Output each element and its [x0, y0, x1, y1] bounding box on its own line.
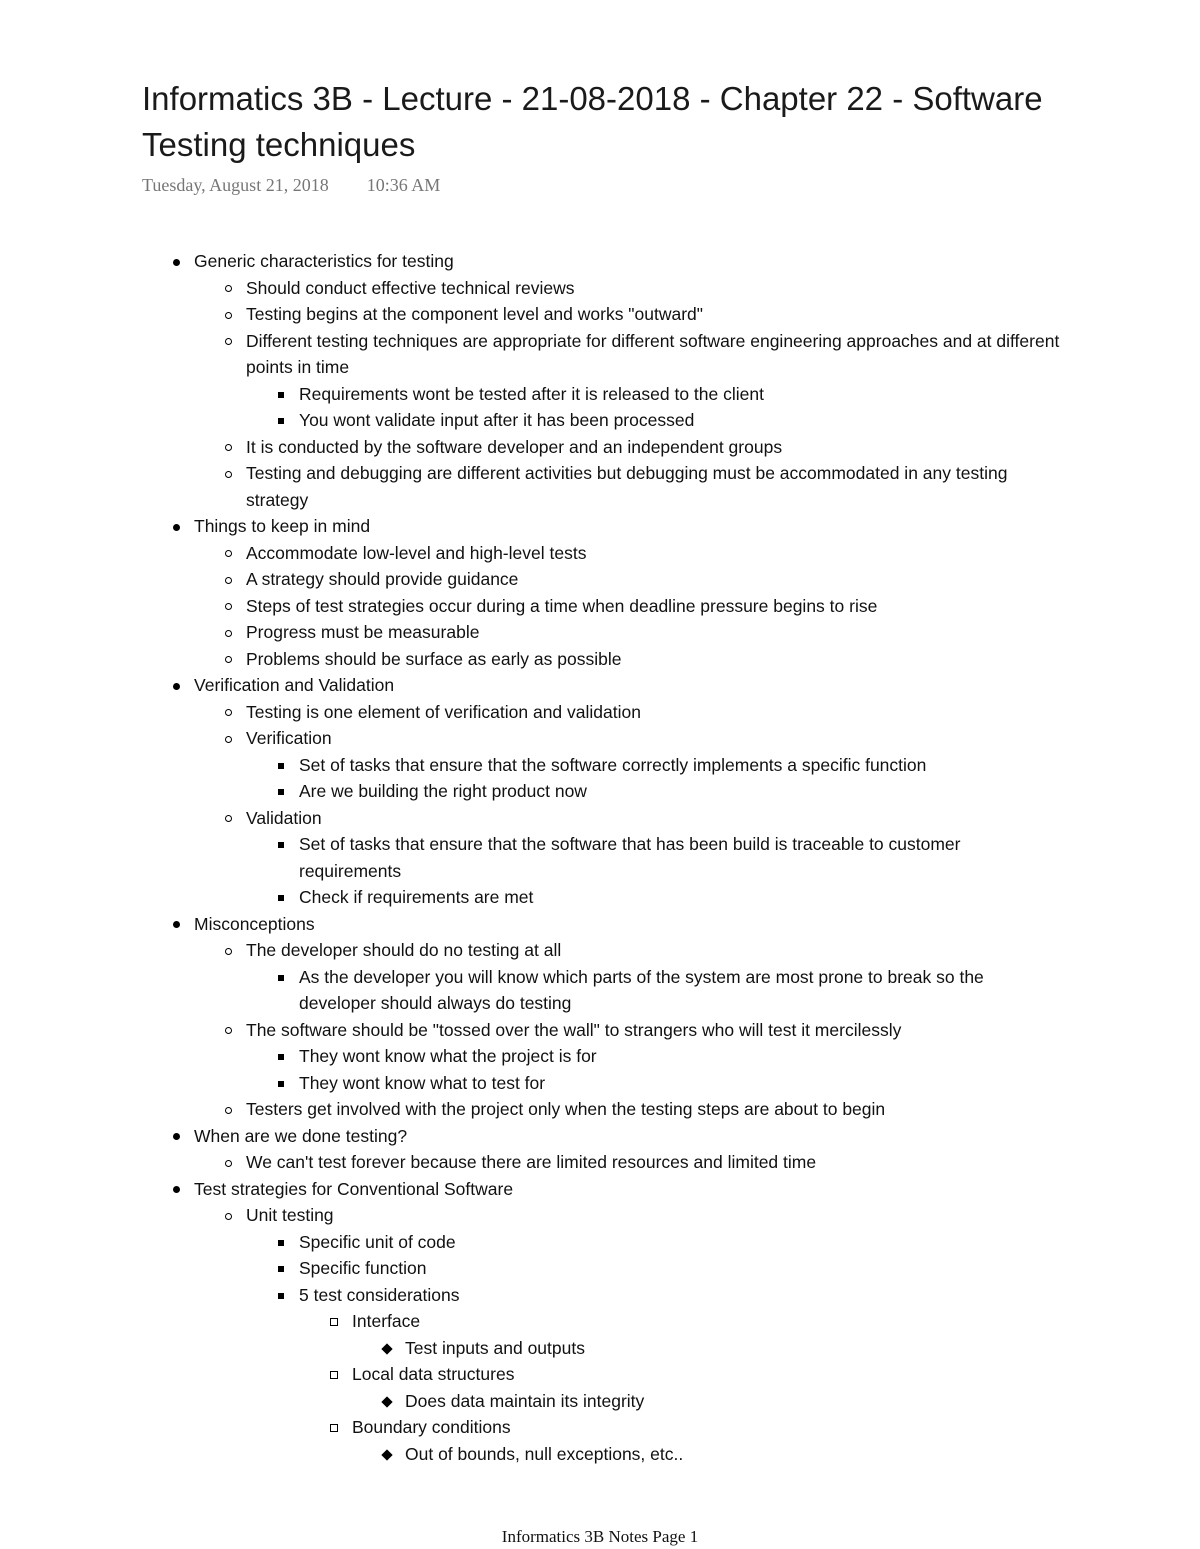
filled-square-bullet-icon	[278, 975, 284, 981]
outline-item-text: Progress must be measurable	[246, 622, 480, 642]
outline-item-text: Problems should be surface as early as possible	[246, 648, 622, 669]
bullet-marker	[271, 1043, 291, 1070]
bullet-marker	[377, 1441, 397, 1468]
outline-item-text: When are we done testing?	[194, 1125, 408, 1146]
outline-item-text: Set of tasks that ensure that the software correctly implements a specific function	[299, 754, 927, 775]
bullet-marker	[218, 805, 238, 832]
hollow-circle-bullet-icon	[225, 338, 232, 345]
outline-item-level-3	[142, 381, 1062, 408]
bullet-marker	[218, 460, 238, 487]
outline-item-text: Test strategies for Conventional Software	[194, 1178, 514, 1199]
bullet-marker	[218, 1149, 238, 1176]
filled-dot-bullet-icon	[173, 1133, 180, 1140]
bullet-marker	[218, 1202, 238, 1229]
outline-item-text: Out of bounds, null exceptions, etc..	[405, 1443, 684, 1464]
hollow-square-bullet-icon	[330, 1371, 338, 1379]
hollow-circle-bullet-icon	[225, 471, 232, 478]
outline-item-level-1	[142, 1176, 1062, 1203]
page-footer: Informatics 3B Notes Page 1	[501, 1527, 699, 1546]
bullet-marker	[218, 275, 238, 302]
bullet-marker	[271, 1255, 291, 1282]
outline-item-level-5	[142, 1388, 1062, 1415]
outline-item-text: Unit testing	[246, 1205, 334, 1225]
outline-item-level-3	[142, 1282, 1062, 1309]
outline-item-level-4	[142, 1414, 1062, 1441]
outline-item-text: Generic characteristics for testing	[194, 251, 454, 271]
bullet-marker	[218, 619, 238, 646]
bullet-marker	[218, 540, 238, 567]
filled-square-bullet-icon	[278, 1293, 284, 1299]
outline-item-level-5	[142, 1441, 1062, 1468]
outline-item-level-1	[142, 1123, 1062, 1150]
filled-dot-bullet-icon	[173, 524, 180, 531]
hollow-circle-bullet-icon	[225, 1107, 232, 1114]
bullet-marker	[218, 1096, 238, 1123]
filled-square-bullet-icon	[278, 1266, 284, 1272]
bullet-marker	[271, 381, 291, 408]
filled-dot-bullet-icon	[173, 683, 180, 690]
outline-item-text: Testers get involved with the project only when the testing steps are about to begin	[246, 1099, 886, 1119]
hollow-circle-bullet-icon	[225, 285, 232, 292]
outline-item-level-2	[142, 646, 1062, 673]
diamond-bullet-icon	[381, 1343, 392, 1354]
outline-item-level-2	[142, 725, 1062, 752]
bullet-marker	[218, 937, 238, 964]
hollow-circle-bullet-icon	[225, 736, 232, 743]
outline-item-level-2	[142, 328, 1062, 381]
hollow-circle-bullet-icon	[225, 630, 232, 637]
outline-item-level-3	[142, 831, 1062, 884]
bullet-marker	[324, 1308, 344, 1335]
outline-item-level-2	[142, 540, 1062, 567]
outline-item-level-2	[142, 566, 1062, 593]
outline-item-text: Specific function	[299, 1258, 427, 1278]
outline-item-text: Specific unit of code	[299, 1231, 456, 1252]
outline-item-text: Should conduct effective technical reviews	[246, 277, 575, 298]
outline-item-text: Boundary conditions	[352, 1417, 511, 1437]
outline-item-level-2	[142, 1149, 1062, 1176]
bullet-marker	[271, 407, 291, 434]
bullet-marker	[166, 1176, 186, 1203]
outline-item-level-3	[142, 778, 1062, 805]
outline-list	[142, 248, 1062, 1467]
outline-item-text: As the developer you will know which parts of the system are most prone to break so the developer should always do testing	[299, 966, 984, 1013]
filled-square-bullet-icon	[278, 1240, 284, 1246]
hollow-circle-bullet-icon	[225, 577, 232, 584]
hollow-circle-bullet-icon	[225, 603, 232, 610]
hollow-circle-bullet-icon	[225, 444, 232, 451]
filled-square-bullet-icon	[278, 1081, 284, 1087]
bullet-marker	[377, 1335, 397, 1362]
diamond-bullet-icon	[381, 1396, 392, 1407]
outline-item-level-1	[142, 513, 1062, 540]
bullet-marker	[271, 884, 291, 911]
bullet-marker	[218, 699, 238, 726]
outline-item-text: Testing is one element of verification and validation	[246, 701, 641, 722]
outline-item-level-3	[142, 1229, 1062, 1256]
outline-item-text: Different testing techniques are appropriate for different software engineering approaches and at different points in time	[246, 330, 1060, 377]
outline-item-text: Does data maintain its integrity	[405, 1390, 645, 1411]
bullet-marker	[218, 434, 238, 461]
outline-item-level-2	[142, 434, 1062, 461]
outline-item-level-2	[142, 699, 1062, 726]
bullet-marker	[166, 1123, 186, 1150]
hollow-circle-bullet-icon	[225, 1027, 232, 1034]
bullet-marker	[218, 301, 238, 328]
diamond-bullet-icon	[381, 1449, 392, 1460]
outline-item-level-3	[142, 752, 1062, 779]
outline-item-text: Validation	[246, 807, 322, 828]
hollow-circle-bullet-icon	[225, 550, 232, 557]
outline-item-level-3	[142, 407, 1062, 434]
bullet-marker	[324, 1361, 344, 1388]
outline-item-text: Check if requirements are met	[299, 887, 534, 907]
page-date: Tuesday, August 21, 2018	[142, 175, 329, 195]
outline-item-text: Misconceptions	[194, 913, 315, 934]
bullet-marker	[271, 752, 291, 779]
hollow-circle-bullet-icon	[225, 1160, 232, 1167]
outline-item-text: Testing and debugging are different activities but debugging must be accommodated in any testing strategy	[246, 463, 1008, 510]
outline-item-level-2	[142, 937, 1062, 964]
outline-item-text: Accommodate low-level and high-level tests	[246, 542, 587, 563]
outline-item-text: A strategy should provide guidance	[246, 569, 519, 589]
outline-item-level-2	[142, 1017, 1062, 1044]
filled-square-bullet-icon	[278, 1054, 284, 1060]
bullet-marker	[377, 1388, 397, 1415]
hollow-circle-bullet-icon	[225, 1213, 232, 1220]
outline-item-text: The developer should do no testing at all	[246, 940, 562, 960]
filled-dot-bullet-icon	[173, 921, 180, 928]
bullet-marker	[271, 831, 291, 858]
outline-item-text: Requirements wont be tested after it is released to the client	[299, 383, 764, 404]
filled-square-bullet-icon	[278, 763, 284, 769]
page-time: 10:36 AM	[366, 175, 441, 195]
outline-item-level-1	[142, 911, 1062, 938]
outline-item-text: Local data structures	[352, 1364, 515, 1384]
outline-item-level-5	[142, 1335, 1062, 1362]
outline-item-text: You wont validate input after it has been processed	[299, 410, 695, 430]
outline-item-level-3	[142, 884, 1062, 911]
outline-item-level-2	[142, 619, 1062, 646]
filled-square-bullet-icon	[278, 789, 284, 795]
hollow-square-bullet-icon	[330, 1318, 338, 1326]
outline-item-text: They wont know what to test for	[299, 1072, 546, 1093]
outline-item-level-3	[142, 1043, 1062, 1070]
outline-item-level-3	[142, 1255, 1062, 1282]
filled-square-bullet-icon	[278, 842, 284, 848]
filled-square-bullet-icon	[278, 418, 284, 424]
bullet-marker	[218, 646, 238, 673]
bullet-marker	[324, 1414, 344, 1441]
outline-item-text: Interface	[352, 1311, 421, 1331]
outline-item-text: 5 test considerations	[299, 1284, 460, 1305]
outline-item-level-2	[142, 1202, 1062, 1229]
outline-item-text: Things to keep in mind	[194, 516, 371, 536]
bullet-marker	[271, 1282, 291, 1309]
outline-item-level-2	[142, 1096, 1062, 1123]
outline-item-text: Testing begins at the component level and works "outward"	[246, 304, 703, 324]
outline-item-level-1	[142, 672, 1062, 699]
hollow-circle-bullet-icon	[225, 656, 232, 663]
outline-item-text: It is conducted by the software developer and an independent groups	[246, 436, 783, 457]
outline-item-level-2	[142, 301, 1062, 328]
hollow-circle-bullet-icon	[225, 709, 232, 716]
bullet-marker	[271, 778, 291, 805]
bullet-marker	[218, 328, 238, 355]
filled-square-bullet-icon	[278, 392, 284, 398]
bullet-marker	[271, 1070, 291, 1097]
outline-item-text: Verification	[246, 728, 332, 748]
bullet-marker	[166, 911, 186, 938]
page-datetime	[142, 175, 440, 196]
filled-square-bullet-icon	[278, 895, 284, 901]
hollow-circle-bullet-icon	[225, 815, 232, 822]
outline-item-level-2	[142, 275, 1062, 302]
bullet-marker	[218, 593, 238, 620]
filled-dot-bullet-icon	[173, 259, 180, 266]
hollow-circle-bullet-icon	[225, 948, 232, 955]
outline-item-text: Steps of test strategies occur during a time when deadline pressure begins to rise	[246, 595, 878, 616]
outline-item-level-4	[142, 1308, 1062, 1335]
bullet-marker	[218, 725, 238, 752]
bullet-marker	[271, 1229, 291, 1256]
outline-item-level-1	[142, 248, 1062, 275]
outline-item-text: Verification and Validation	[194, 675, 395, 695]
outline-item-level-2	[142, 460, 1062, 513]
outline-item-level-2	[142, 805, 1062, 832]
page-title: Informatics 3B - Lecture - 21-08-2018 - Chapter 22 - Software Testing techniques	[142, 80, 1043, 163]
hollow-circle-bullet-icon	[225, 312, 232, 319]
bullet-marker	[166, 513, 186, 540]
outline-item-level-2	[142, 593, 1062, 620]
outline-item-text: The software should be "tossed over the wall" to strangers who will test it mercilessly	[246, 1019, 902, 1040]
bullet-marker	[166, 672, 186, 699]
bullet-marker	[271, 964, 291, 991]
hollow-square-bullet-icon	[330, 1424, 338, 1432]
bullet-marker	[218, 566, 238, 593]
outline-item-text: Are we building the right product now	[299, 781, 587, 801]
outline-item-level-4	[142, 1361, 1062, 1388]
outline-item-level-3	[142, 964, 1062, 1017]
bullet-marker	[166, 248, 186, 275]
outline-item-level-3	[142, 1070, 1062, 1097]
bullet-marker	[218, 1017, 238, 1044]
outline-item-text: Set of tasks that ensure that the software that has been build is traceable to customer requirements	[299, 834, 961, 881]
outline-item-text: Test inputs and outputs	[405, 1337, 585, 1358]
outline-item-text: They wont know what the project is for	[299, 1046, 597, 1066]
outline-item-text: We can't test forever because there are limited resources and limited time	[246, 1152, 817, 1172]
filled-dot-bullet-icon	[173, 1186, 180, 1193]
